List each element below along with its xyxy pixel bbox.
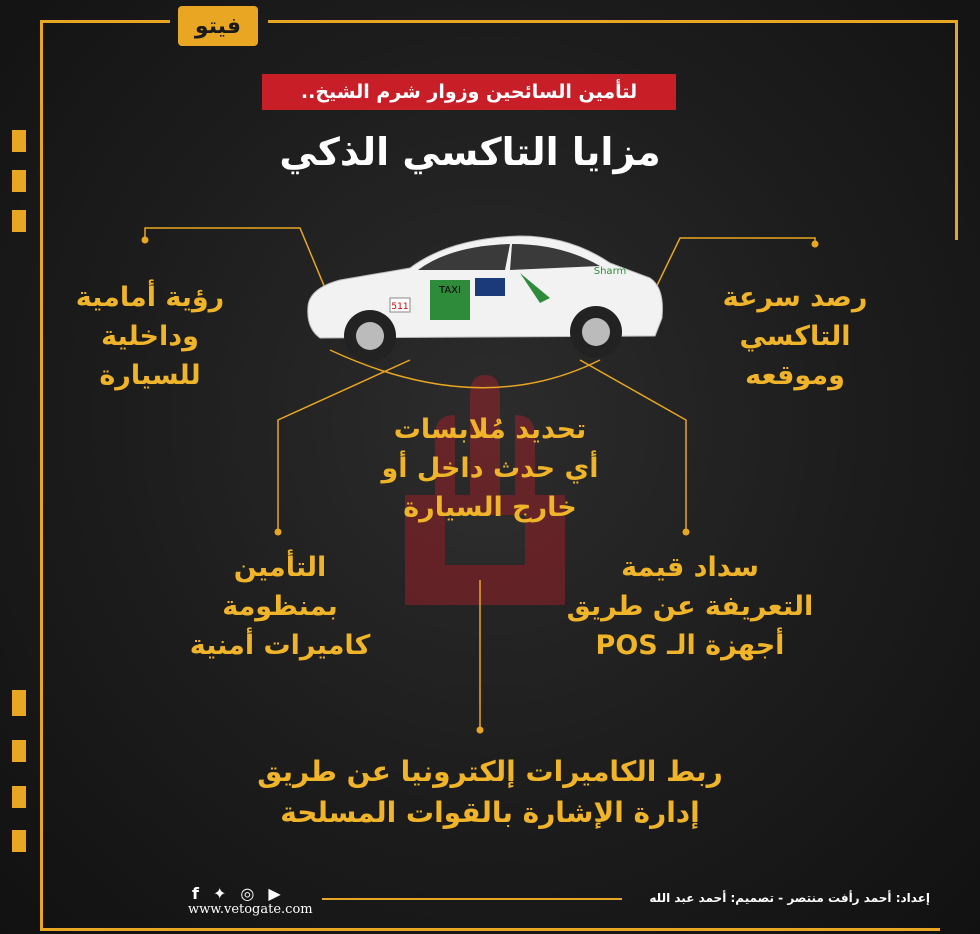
plate-number: 511 xyxy=(391,302,409,312)
taxi-car-image xyxy=(300,218,670,368)
feature-line: وداخلية xyxy=(101,321,199,353)
feature-line: التاكسي xyxy=(739,321,851,353)
feature-speed-tracking xyxy=(700,278,890,395)
logo-text: فيتو xyxy=(194,13,242,39)
taxi-sign: TAXI xyxy=(439,285,461,296)
youtube-icon[interactable]: ▶ xyxy=(268,884,281,903)
feature-line: ربط الكاميرات إلكترونيا عن طريق xyxy=(257,755,723,788)
feature-line: أي حدث داخل أو xyxy=(381,453,599,485)
feature-link-cameras xyxy=(240,752,740,833)
twitter-icon[interactable]: ✦ xyxy=(212,884,227,903)
facebook-icon[interactable]: f xyxy=(192,884,199,903)
feature-line: بمنظومة xyxy=(222,591,338,623)
footer-divider xyxy=(322,898,622,900)
feature-line: خارج السيارة xyxy=(403,492,577,524)
feature-line: التأمين xyxy=(233,552,327,583)
feature-line: كاميرات أمنية xyxy=(189,630,371,662)
page-title: مزايا التاكسي الذكي xyxy=(279,130,661,174)
social-icons xyxy=(192,884,281,903)
instagram-icon[interactable]: ◎ xyxy=(240,884,255,903)
feature-payment xyxy=(560,548,820,665)
feature-line: سداد قيمة xyxy=(621,552,759,583)
feature-front-camera xyxy=(55,278,245,395)
feature-security-cameras xyxy=(175,548,385,665)
feature-line: التعريفة عن طريق xyxy=(566,591,814,623)
feature-line: للسيارة xyxy=(99,360,201,392)
feature-incident xyxy=(340,410,640,527)
feature-line: إدارة الإشارة بالقوات المسلحة xyxy=(280,795,700,829)
feature-line: أجهزة الـ POS xyxy=(595,630,785,662)
feature-line: تحديد مُلابسات xyxy=(393,414,587,445)
feature-line: رصد سرعة xyxy=(722,282,868,313)
subtitle-banner: لتأمين السائحين وزوار شرم الشيخ.. xyxy=(262,74,676,110)
feature-line: رؤية أمامية xyxy=(75,282,225,313)
credits-text: إعداد: أحمد رأفت منتصر - تصميم: أحمد عبد الله xyxy=(649,891,930,905)
car-brand-text: Sharm xyxy=(593,266,627,277)
feature-line: وموقعه xyxy=(745,360,845,392)
website-link[interactable]: www.vetogate.com xyxy=(188,902,313,917)
